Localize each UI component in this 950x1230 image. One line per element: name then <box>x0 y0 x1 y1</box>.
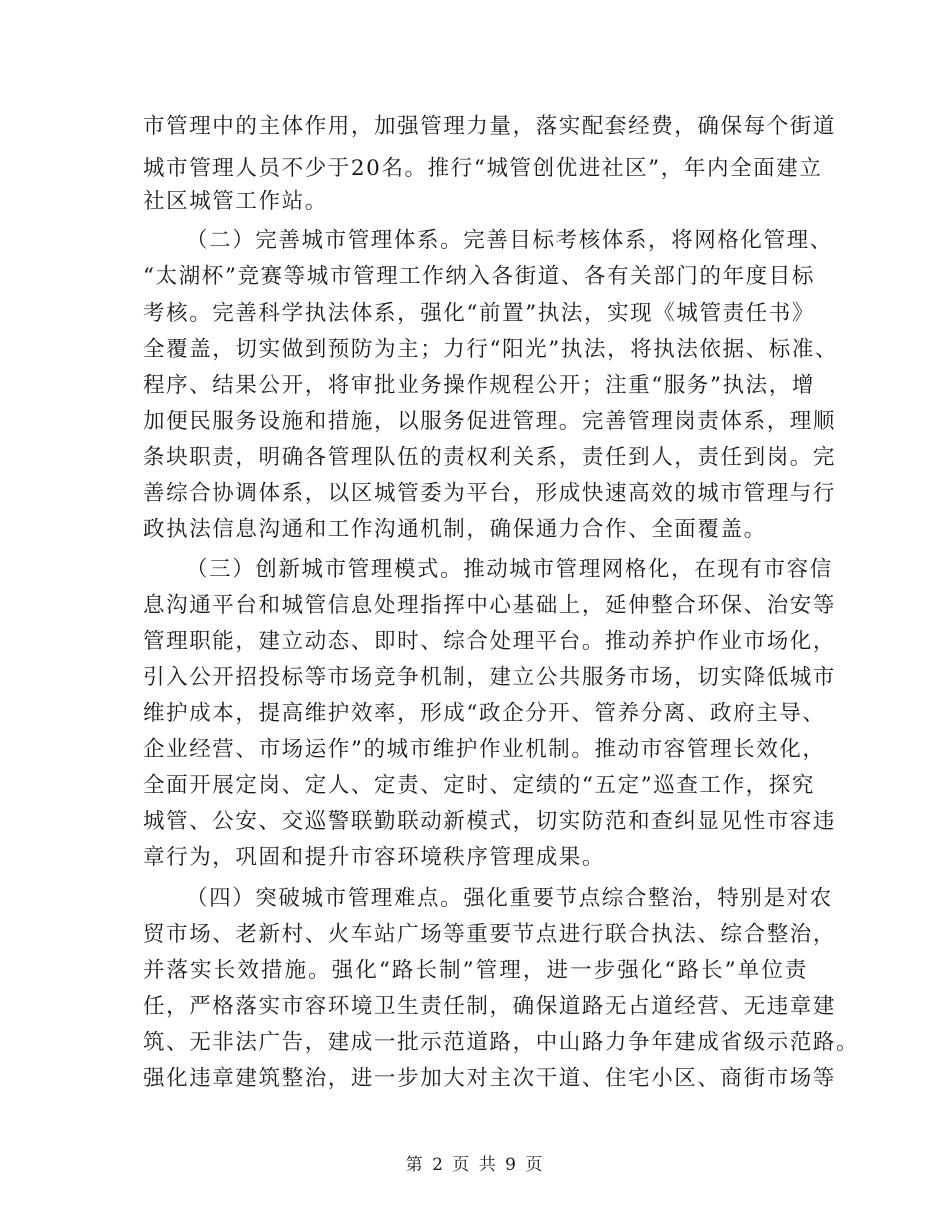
text-line: 政执法信息沟通和工作沟通机制，确保通力合作、全面覆盖。 <box>143 517 767 542</box>
text-line: 筑、无非法广告，建成一批示范道路，中山路力争年建成省级示范路。 <box>143 1030 860 1055</box>
text-line: 善综合协调体系，以区城管委为平台，形成快速高效的城市管理与行 <box>143 481 837 506</box>
text-line: 章行为，巩固和提升市容环境秩序管理成果。 <box>143 845 606 870</box>
text-line: 企业经营、市场运作”的城市维护作业机制。推动市容管理长效化， <box>143 737 826 762</box>
text-line: 城市管理人员不少于20名。推行“城管创优进社区”，年内全面建立 <box>143 156 823 181</box>
text-line: 贸市场、老新村、火车站广场等重要节点进行联合执法、综合整治， <box>143 922 837 947</box>
text-line: 市管理中的主体作用，加强管理力量，落实配套经费，确保每个街道 <box>143 114 837 139</box>
text-line: 全覆盖，切实做到预防为主；力行“阳光”执法，将执法依据、标准、 <box>143 337 839 362</box>
text-line: 考核。完善科学执法体系，强化“前置”执法，实现《城管责任书》 <box>143 301 815 326</box>
text-line: 加便民服务设施和措施，以服务促进管理。完善管理岗责体系，理顺 <box>143 409 837 434</box>
text-line: 管理职能，建立动态、即时、综合处理平台。推动养护作业市场化， <box>143 629 837 654</box>
text-line: 并落实长效措施。强化“路长制”管理，进一步强化“路长”单位责 <box>143 958 808 983</box>
text-line: “太湖杯”竞赛等城市管理工作纳入各街道、各有关部门的年度目标 <box>143 264 815 289</box>
text-line: 城管、公安、交巡警联勤联动新模式，切实防范和查纠显见性市容违 <box>143 809 837 834</box>
text-line: 息沟通平台和城管信息处理指挥中心基础上，延伸整合环保、治安等 <box>143 593 837 618</box>
page-number-footer <box>0 1150 950 1175</box>
text-line: 程序、结果公开，将审批业务操作规程公开；注重“服务”执法，增 <box>143 373 815 398</box>
paragraph-2-heading-line: （二）完善城市管理体系。完善目标考核体系，将网格化管理、 <box>186 228 833 253</box>
text-line: 维护成本，提高维护效率，形成“政企分开、管养分离、政府主导、 <box>143 701 826 726</box>
text-line: 社区城管工作站。 <box>143 189 328 214</box>
text-line: 条块职责，明确各管理队伍的责权利关系，责任到人，责任到岗。完 <box>143 445 837 470</box>
paragraph-3-heading-line: （三）创新城市管理模式。推动城市管理网格化，在现有市容信 <box>186 557 833 582</box>
page-number-label: 第 2 页 共 9 页 <box>405 1155 545 1175</box>
text-line: 全面开展定岗、定人、定责、定时、定绩的“五定”巡查工作，探究 <box>143 773 815 798</box>
text-line: 任，严格落实市容环境卫生责任制，确保道路无占道经营、无违章建 <box>143 994 837 1019</box>
paragraph-4-heading-line: （四）突破城市管理难点。强化重要节点综合整治，特别是对农 <box>186 886 833 911</box>
text-line: 强化违章建筑整治，进一步加大对主次干道、住宅小区、商街市场等 <box>143 1066 837 1091</box>
text-line: 引入公开招投标等市场竞争机制，建立公共服务市场，切实降低城市 <box>143 665 837 690</box>
